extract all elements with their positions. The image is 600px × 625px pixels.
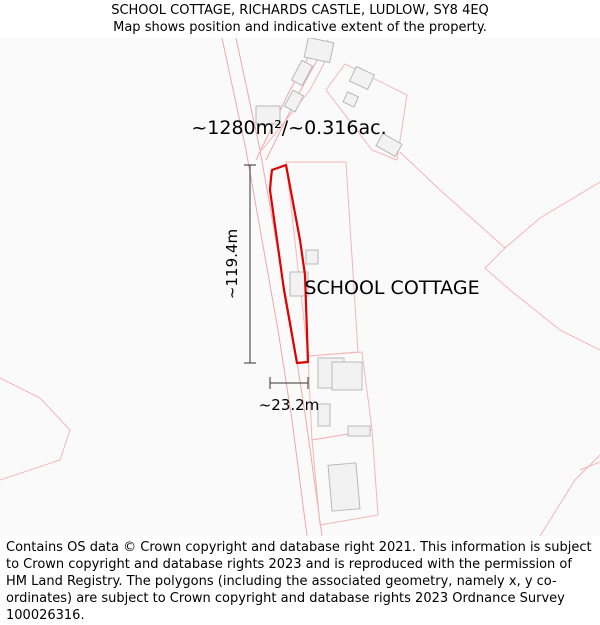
building-5	[350, 67, 375, 90]
field-boundary-5	[580, 462, 600, 470]
building-13	[348, 426, 370, 436]
buildings	[256, 38, 402, 511]
parcel-east-field	[286, 162, 358, 356]
map-subtitle: Map shows position and indicative extent of the property.	[113, 20, 487, 35]
width-label: ~23.2m	[258, 396, 320, 414]
height-label: ~119.4m	[223, 228, 241, 300]
building-6	[343, 92, 359, 107]
property-boundary[interactable]	[270, 165, 308, 363]
field-boundary-4	[540, 455, 600, 536]
building-1	[304, 38, 334, 62]
building-11	[332, 362, 362, 390]
field-boundary-1	[400, 152, 600, 350]
building-2	[292, 60, 313, 85]
property-label: SCHOOL COTTAGE	[304, 277, 480, 299]
building-12	[318, 404, 330, 426]
area-label: ~1280m²/~0.316ac.	[191, 117, 387, 139]
map-title: SCHOOL COTTAGE, RICHARDS CASTLE, LUDLOW, SY8 4EQ	[111, 3, 489, 18]
field-boundary-3	[0, 378, 70, 480]
field-boundary-2	[505, 182, 600, 248]
building-14	[328, 463, 360, 511]
map-canvas[interactable]	[0, 38, 600, 536]
width-dimension	[270, 377, 308, 389]
attribution: Contains OS data © Crown copyright and database right 2021. This information is subject to Crown copyright and database rights 2023 and is reproduced with the permission of HM Land Registry. The polygons (including the associated geometry, namely x, y co-ordinates) are subject to Crown copyright and database rights 2023 Ordnance Survey 100026316.	[6, 540, 592, 623]
building-3	[284, 90, 303, 112]
map-header	[0, 0, 600, 40]
building-8	[306, 250, 318, 264]
